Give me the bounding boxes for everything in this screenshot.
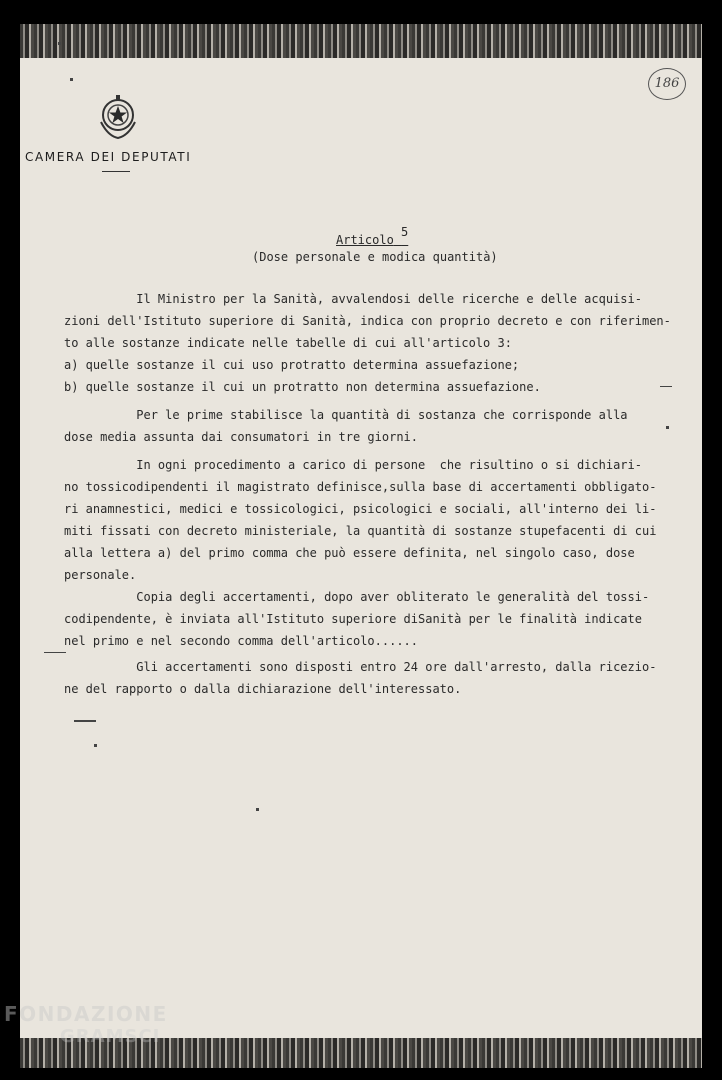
institution-underline [102,171,130,172]
body-line: Copia degli accertamenti, dopo aver obliterato le generalità del tossi- [64,590,650,604]
body-line: miti fissati con decreto ministeriale, la quantità di sostanze stupefacenti di cui [64,524,657,538]
body-line: alla lettera a) del primo comma che può essere definita, nel singolo caso, dose [64,546,635,560]
body-line: ne del rapporto o dalla dichiarazione dell'interessato. [64,682,462,696]
scan-speck [94,744,97,747]
scan-speck [70,78,73,81]
body-line: personale. [64,568,137,582]
body-line: Il Ministro per la Sanità, avvalendosi delle ricerche e delle acquisi- [64,292,642,306]
archive-watermark: FONDAZIONE [4,1002,168,1026]
body-line: zioni dell'Istituto superiore di Sanità, indica con proprio decreto e con riferimen- [64,314,671,328]
article-title-label: Articolo [336,233,394,247]
folio-number: 186 [648,68,686,100]
scan-speck [58,42,61,45]
scan-speck [256,808,259,811]
body-line: b) quelle sostanze il cui un protratto non determina assuefazione. [64,380,541,394]
republic-emblem-icon [96,94,140,140]
body-line: Gli accertamenti sono disposti entro 24 ore dall'arresto, dalla ricezio- [64,660,657,674]
body-line: to alle sostanze indicate nelle tabelle di cui all'articolo 3: [64,336,512,350]
body-line: Per le prime stabilisce la quantità di sostanza che corrisponde alla [64,408,628,422]
body-line: a) quelle sostanze il cui uso protratto determina assuefazione; [64,358,520,372]
article-number: 5 [401,225,409,239]
scan-speck [44,652,66,653]
article-subtitle: (Dose personale e modica quantità) [252,250,498,264]
scan-edge-top [20,24,702,58]
scan-speck [74,720,96,722]
scan-speck [666,426,669,429]
document-page [20,24,702,1068]
scan-speck [660,386,672,387]
body-line: ri anamnestici, medici e tossicologici, psicologici e sociali, all'interno dei li- [64,502,657,516]
body-line: dose media assunta dai consumatori in tre giorni. [64,430,419,444]
article-title [336,225,409,247]
body-line: codipendente, è inviata all'Istituto superiore diSanità per le finalità indicate [64,612,642,626]
body-line: nel primo e nel secondo comma dell'articolo...... [64,634,419,648]
body-line: no tossicodipendenti il magistrato definisce,sulla base di accertamenti obbligato- [64,480,657,494]
archive-watermark-secondary: GRAMSCI [60,1026,161,1047]
body-line: In ogni procedimento a carico di persone che risultino o si dichiari- [64,458,642,472]
institution-name: CAMERA DEI DEPUTATI [25,150,192,164]
